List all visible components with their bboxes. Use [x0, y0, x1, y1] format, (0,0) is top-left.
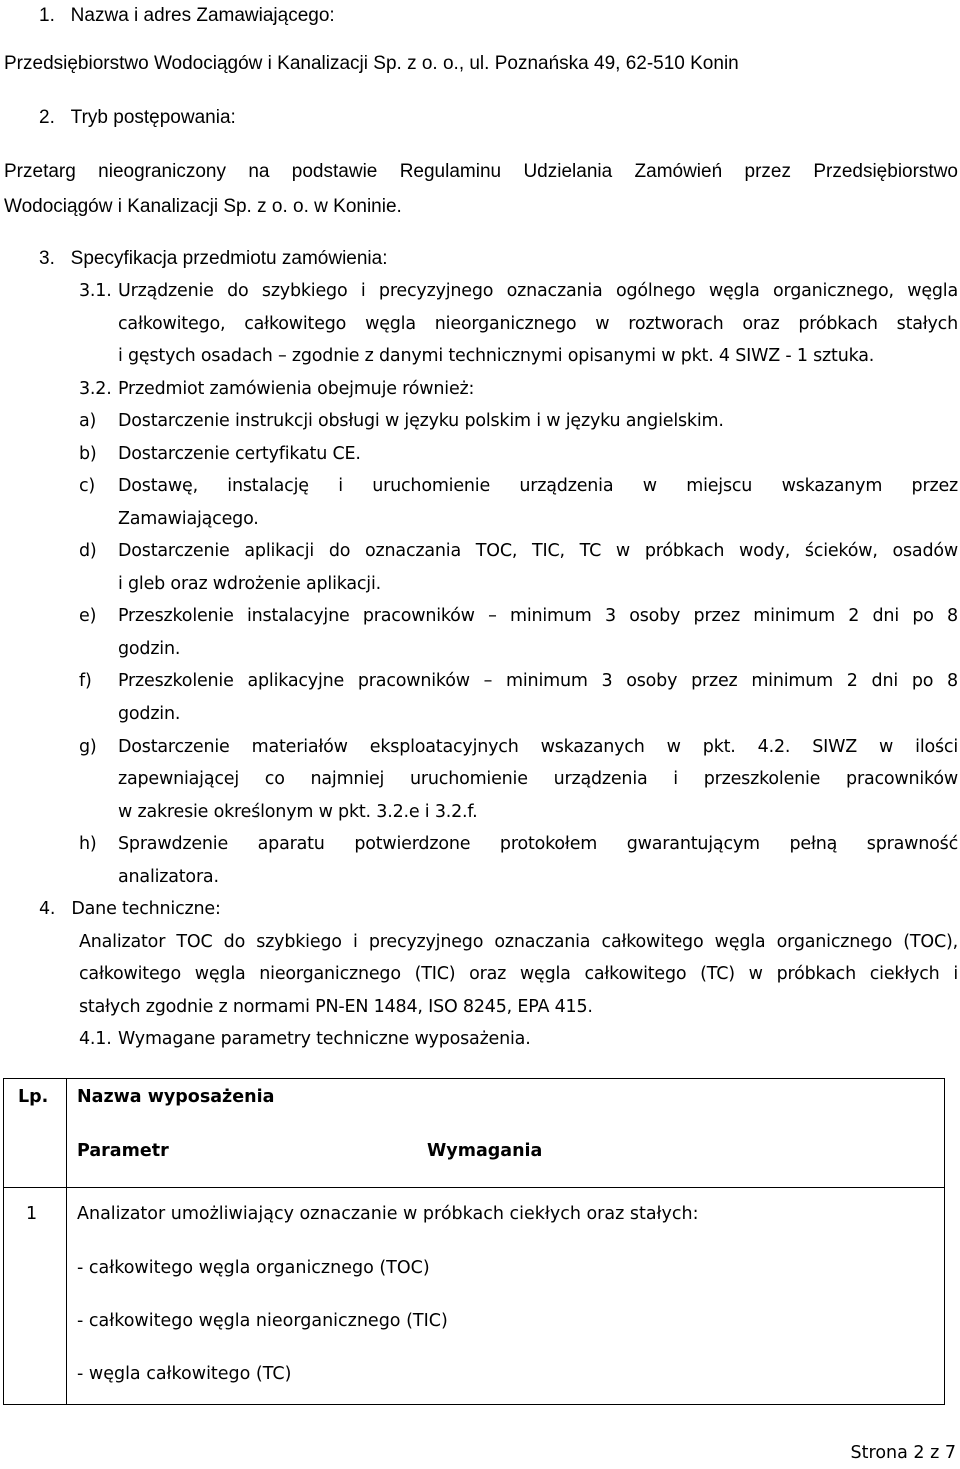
- header-lp-cell: [4, 1079, 67, 1188]
- header-param: Parametr: [77, 1141, 169, 1161]
- item-a-letter: a): [79, 411, 97, 431]
- section-2-line-1: Przetarg nieograniczony na podstawie Regulaminu Udzielania Zamówień przez Przedsiębiorstwo: [4, 161, 958, 182]
- header-param-cell: [67, 1133, 424, 1188]
- item-h-line-2: analizatora.: [118, 867, 219, 887]
- row-1-item-tic: - całkowitego węgla nieorganicznego (TIC): [77, 1311, 448, 1331]
- section-3-heading: 3. Specyfikacja przedmiotu zamówienia:: [39, 248, 388, 269]
- item-e-line-1: Przeszkolenie instalacyjne pracowników – minimum 3 osoby przez minimum 2 dni po 8: [118, 606, 958, 626]
- item-e-letter: e): [79, 606, 97, 626]
- table-header-row: [4, 1079, 945, 1134]
- subsection-3-2-text: Przedmiot zamówienia obejmuje również:: [118, 379, 475, 399]
- subsection-4-1-text: Wymagane parametry techniczne wyposażenia.: [118, 1029, 531, 1049]
- item-d-letter: d): [79, 541, 97, 561]
- subsection-3-2-number: 3.2.: [79, 379, 112, 399]
- item-e-line-2: godzin.: [118, 639, 181, 659]
- row-1-lp: 1: [26, 1204, 38, 1224]
- page-number: Strona 2 z 7: [850, 1443, 956, 1463]
- row-1-item-toc: - całkowitego węgla organicznego (TOC): [77, 1258, 430, 1278]
- header-req-cell: [423, 1133, 945, 1188]
- header-name: Nazwa wyposażenia: [77, 1087, 275, 1107]
- item-b-text: Dostarczenie certyfikatu CE.: [118, 444, 361, 464]
- item-g-letter: g): [79, 737, 97, 757]
- header-req: Wymagania: [427, 1141, 543, 1161]
- section-4-line-1: Analizator TOC do szybkiego i precyzyjnego oznaczania całkowitego węgla organicznego (TOC),: [79, 932, 958, 952]
- item-g-line-2: zapewniającej co najmniej uruchomienie urządzenia i przeszkolenie pracowników: [118, 769, 958, 789]
- item-a-text: Dostarczenie instrukcji obsługi w języku polskim i w języku angielskim.: [118, 411, 724, 431]
- subsection-3-1-line-1: Urządzenie do szybkiego i precyzyjnego oznaczania ogólnego węgla organicznego, węgla: [118, 281, 958, 301]
- row-1-item-tc: - węgla całkowitego (TC): [77, 1364, 292, 1384]
- item-g-line-1: Dostarczenie materiałów eksploatacyjnych wskazanych w pkt. 4.2. SIWZ w ilości: [118, 737, 958, 757]
- row-1-name: Analizator umożliwiający oznaczanie w próbkach ciekłych oraz stałych:: [77, 1204, 699, 1224]
- item-f-line-1: Przeszkolenie aplikacyjne pracowników – minimum 3 osoby przez minimum 2 dni po 8: [118, 671, 958, 691]
- section-1-heading: 1. Nazwa i adres Zamawiającego:: [39, 5, 335, 26]
- item-h-line-1: Sprawdzenie aparatu potwierdzone protokołem gwarantującym pełną sprawność: [118, 834, 958, 854]
- subsection-4-1-number: 4.1.: [79, 1029, 112, 1049]
- item-b-letter: b): [79, 444, 97, 464]
- section-2-line-2: Wodociągów i Kanalizacji Sp. z o. o. w Koninie.: [4, 196, 402, 217]
- table-subheader-row: [4, 1133, 945, 1188]
- section-1-text: Przedsiębiorstwo Wodociągów i Kanalizacji Sp. z o. o., ul. Poznańska 49, 62-510 Konin: [4, 53, 739, 74]
- header-lp: Lp.: [18, 1087, 49, 1107]
- section-4-heading: 4. Dane techniczne:: [39, 899, 221, 919]
- row-1-name-cell: [67, 1188, 945, 1405]
- equipment-table: [3, 1078, 945, 1405]
- item-h-letter: h): [79, 834, 97, 854]
- item-d-line-2: i gleb oraz wdrożenie aplikacji.: [118, 574, 381, 594]
- item-g-line-3: w zakresie określonym w pkt. 3.2.e i 3.2.f.: [118, 802, 478, 822]
- item-d-line-1: Dostarczenie aplikacji do oznaczania TOC, TIC, TC w próbkach wody, ścieków, osadów: [118, 541, 958, 561]
- item-c-line-1: Dostawę, instalację i uruchomienie urządzenia w miejscu wskazanym przez: [118, 476, 958, 496]
- section-4-line-2: całkowitego węgla nieorganicznego (TIC) oraz węgla całkowitego (TC) w próbkach ciekłych i: [79, 964, 958, 984]
- section-4-line-3: stałych zgodnie z normami PN-EN 1484, ISO 8245, EPA 415.: [79, 997, 593, 1017]
- item-c-line-2: Zamawiającego.: [118, 509, 259, 529]
- subsection-3-1-line-3: i gęstych osadach – zgodnie z danymi technicznymi opisanymi w pkt. 4 SIWZ - 1 sztuka.: [118, 346, 875, 366]
- row-1-lp-cell: [4, 1188, 67, 1405]
- item-f-line-2: godzin.: [118, 704, 181, 724]
- section-2-heading: 2. Tryb postępowania:: [39, 107, 236, 128]
- item-c-letter: c): [79, 476, 96, 496]
- header-name-cell: [67, 1079, 945, 1134]
- table-row: [4, 1188, 945, 1405]
- item-f-letter: f): [79, 671, 92, 691]
- subsection-3-1-line-2: całkowitego, całkowitego węgla nieorganicznego w roztworach oraz próbkach stałych: [118, 314, 958, 334]
- subsection-3-1-number: 3.1.: [79, 281, 112, 301]
